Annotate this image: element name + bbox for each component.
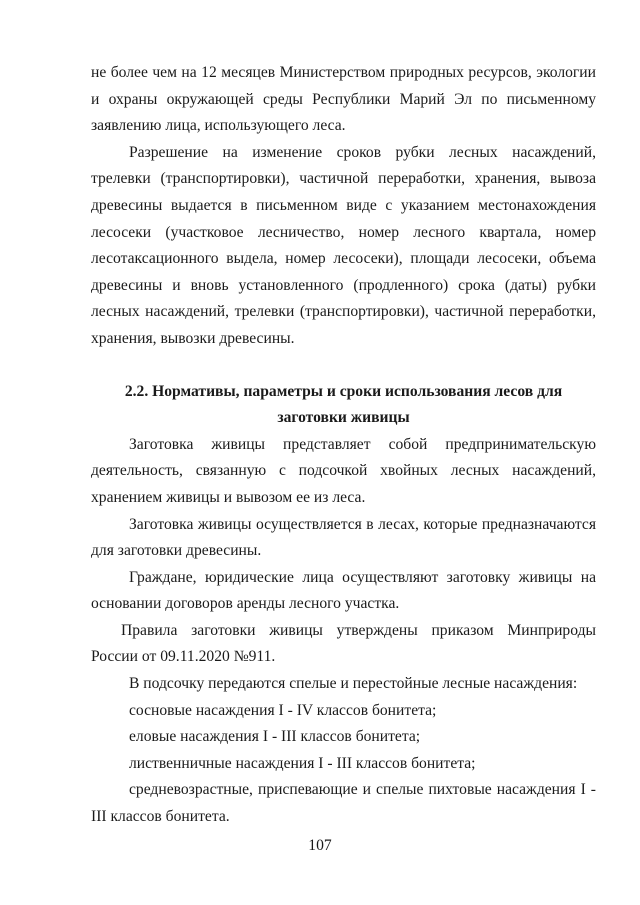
page-number: 107: [308, 837, 332, 854]
list-item: сосновые насаждения I - IV классов бонитета;: [129, 701, 437, 719]
list-item: еловые насаждения I - III классов бонитета;: [129, 728, 421, 746]
paragraph: Разрешение на изменение сроков рубки лесных насаждений, трелевки (транспортировки), частичной переработки, хранения, вывоза древесины выдается в письменном виде с указанием местонахождения лесосеки (участковое лесничество, номер лесного квартала, номер лесотаксационного выдела, номер лесосеки), площади лесосеки, объема древесины и вновь установленного (продленного) срока (даты) рубки лесных насаждений, трелевки (транспортировки), частичной переработки, хранения, вывозки древесины.: [91, 143, 596, 347]
paragraph: Граждане, юридические лица осуществляют заготовку живицы на основании договоров аренды лесного участка.: [91, 568, 596, 613]
list-item: средневозрастные, приспевающие и спелые пихтовые насаждения I - III классов бонитета.: [91, 781, 596, 826]
paragraph: В подсочку передаются спелые и перестойные лесные насаждения:: [129, 675, 578, 693]
list-item: лиственничные насаждения I - III классов бонитета;: [129, 754, 476, 772]
page-content: [91, 60, 596, 831]
paragraph: Правила заготовки живицы утверждены приказом Минприроды России от 09.11.2020 №911.: [91, 621, 596, 666]
paragraph: Заготовка живицы представляет собой предпринимательскую деятельность, связанную с подсочкой хвойных лесных насаждений, хранением живицы и вывозом ее из леса.: [91, 435, 596, 506]
paragraph: Заготовка живицы осуществляется в лесах, которые предназначаются для заготовки древесины.: [91, 515, 596, 560]
section-heading: 2.2. Нормативы, параметры и сроки использования лесов для заготовки живицы: [124, 382, 563, 427]
paragraph: не более чем на 12 месяцев Министерством природных ресурсов, экологии и охраны окружающей среды Республики Марий Эл по письменному заявлению лица, использующего леса.: [91, 64, 596, 135]
